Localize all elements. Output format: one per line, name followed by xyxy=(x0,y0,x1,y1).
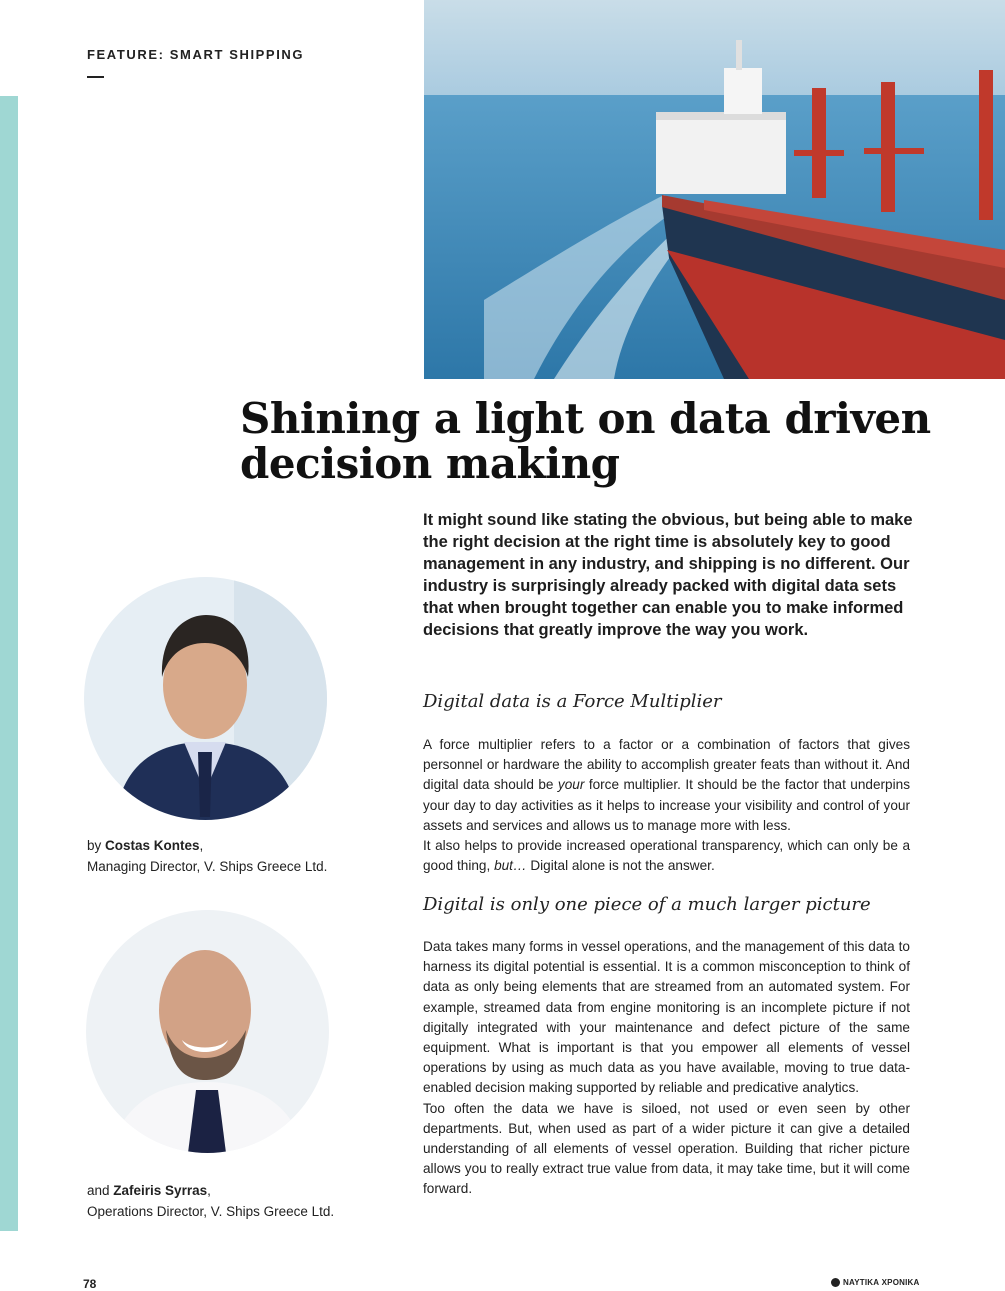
paragraph-text: Digital alone is not the answer. xyxy=(526,858,715,874)
section-heading-larger-picture: Digital is only one piece of a much larger picture xyxy=(423,894,871,915)
paragraph-text: Data takes many forms in vessel operations, and the management of this data to harness its digital potential is essential. It is a common misconception to think of data as only being elements that are streamed from an automated system. For example, streamed data from engine monitoring is an incomplete picture if not digitally integrated with your maintenance and defect picture of the same equipment. What is important is that you empower all elements of vessel operations by using as much data as you have available, moving to true data-enabled decision making supported by reliable and predicative analytics. xyxy=(423,939,910,1096)
section-body-larger-picture xyxy=(423,937,910,1200)
section-body-force-multiplier xyxy=(423,735,910,876)
author-photo-zafeiris-syrras xyxy=(86,910,329,1153)
emphasis-text: but… xyxy=(494,858,527,874)
byline-prefix: and xyxy=(87,1183,114,1198)
author-name: Costas Kontes xyxy=(105,838,200,853)
byline-suffix: , xyxy=(199,838,204,853)
paragraph-text: It also helps to provide increased operational transparency, which can only be a good thing, xyxy=(423,838,910,874)
section-heading-force-multiplier: Digital data is a Force Multiplier xyxy=(423,691,722,712)
accent-bar xyxy=(0,96,18,1231)
paragraph-text: Too often the data we have is siloed, not used or even seen by other departments. But, when used as part of a wider picture it can give a detailed understanding of all elements of vessel operation. Building that richer picture allows you to really extract true value from data, it may take time, but it will come forward. xyxy=(423,1100,910,1197)
publication-logo xyxy=(831,1278,920,1287)
paragraph-text: force multiplier. It should be the factor that underpins your day to day activities as it helps to increase your visibility and control of your assets and services and allows us to manage more with less. xyxy=(423,777,910,833)
author-role: Managing Director, V. Ships Greece Ltd. xyxy=(87,859,328,874)
author-role: Operations Director, V. Ships Greece Ltd. xyxy=(87,1204,335,1219)
kicker-divider xyxy=(87,76,104,78)
publication-logo-icon xyxy=(831,1278,840,1287)
author-name: Zafeiris Syrras xyxy=(113,1183,208,1198)
author-photo-costas-kontes xyxy=(84,577,327,820)
article-standfirst: It might sound like stating the obvious, but being able to make the right decision at the right time is absolutely key to good management in any industry, and shipping is no different. Our industry is surprisingly already packed with digital data sets that when brought together can enable you to make informed decisions that greatly improve the way you work. xyxy=(423,511,913,639)
article-title: Shining a light on data driven decision making xyxy=(240,394,931,488)
hero-ship-photo xyxy=(424,0,1005,379)
page-number: 78 xyxy=(83,1277,97,1291)
emphasis-text: your xyxy=(557,777,585,793)
publication-name: ΝΑΥΤΙΚΑ ΧΡΟΝΙΚΑ xyxy=(843,1278,920,1287)
section-kicker: FEATURE: SMART SHIPPING xyxy=(87,47,305,62)
paragraph-text: A force multiplier refers to a factor or a combination of factors that gives personnel or hardware the ability to accomplish greater feats than without it. And digital data should be xyxy=(423,737,910,793)
author-byline-2 xyxy=(87,1180,334,1222)
author-byline-1 xyxy=(87,835,327,877)
byline-suffix: , xyxy=(207,1183,211,1198)
byline-prefix: by xyxy=(87,838,106,853)
